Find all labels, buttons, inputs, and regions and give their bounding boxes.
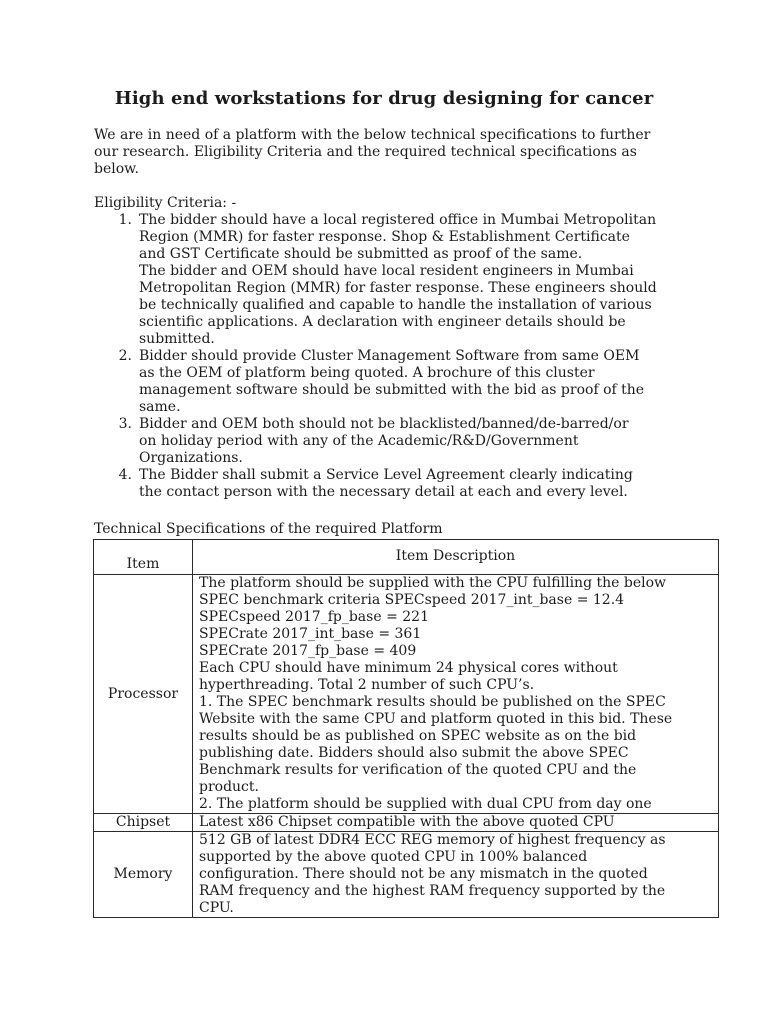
list-item-line: Bidder should provide Cluster Management Software from same OEM (139, 348, 640, 364)
list-item-text (139, 416, 676, 467)
intro-paragraph (94, 127, 676, 178)
description-line: SPECrate 2017_fp_base = 409 (199, 643, 417, 659)
description-line: SPECspeed 2017_fp_base = 221 (199, 609, 429, 625)
list-item-line: the contact person with the necessary detail at each and every level. (139, 484, 628, 500)
eligibility-heading: Eligibility Criteria: - (94, 195, 237, 211)
list-item-number: 3. (118, 416, 132, 432)
list-item-line: The bidder should have a local registered office in Mumbai Metropolitan (139, 212, 657, 228)
description-line: Benchmark results for verification of the quoted CPU and the (199, 762, 637, 778)
list-item-text (139, 348, 676, 416)
item-cell: Memory (94, 832, 193, 918)
intro-line: We are in need of a platform with the below technical specifications to further (94, 127, 651, 143)
list-item-line: Region (MMR) for faster response. Shop & Establishment Certificate (139, 229, 630, 245)
description-line: CPU. (199, 900, 234, 916)
description-line: product. (199, 779, 259, 795)
description-line: 2. The platform should be supplied with dual CPU from day one (199, 796, 652, 812)
item-cell: Chipset (94, 814, 193, 832)
list-item-line: Organizations. (139, 450, 243, 466)
list-item-line: The Bidder shall submit a Service Level Agreement clearly indicating (139, 467, 633, 483)
document-title: High end workstations for drug designing for cancer (114, 88, 654, 109)
description-line: 512 GB of latest DDR4 ECC REG memory of highest frequency as (199, 832, 666, 848)
item-cell: Processor (94, 575, 193, 814)
header-description: Item Description (193, 540, 719, 575)
description-line: 1. The SPEC benchmark results should be published on the SPEC (199, 694, 666, 710)
description-line: RAM frequency and the highest RAM frequency supported by the (199, 883, 666, 899)
description-line: hyperthreading. Total 2 number of such CPU’s. (199, 677, 535, 693)
list-item-line: be technically qualified and capable to handle the installation of various (139, 297, 652, 313)
list-item-line: scientific applications. A declaration with engineer details should be (139, 314, 626, 330)
description-line: publishing date. Bidders should also submit the above SPEC (199, 745, 629, 761)
description-line: Latest x86 Chipset compatible with the above quoted CPU (199, 814, 615, 830)
intro-line: below. (94, 161, 139, 177)
list-item-number: 1. (118, 212, 132, 228)
list-item (94, 212, 676, 348)
intro-line: our research. Eligibility Criteria and the required technical specifications as (94, 144, 637, 160)
header-item: Item (94, 540, 193, 575)
list-item-number: 2. (118, 348, 132, 364)
list-item-text (139, 212, 676, 348)
table-row (94, 814, 719, 832)
table-row (94, 575, 719, 814)
table-row (94, 832, 719, 918)
list-item-line: on holiday period with any of the Academic/R&D/Government (139, 433, 579, 449)
spec-table-body (94, 575, 719, 918)
table-header-row (94, 540, 719, 575)
list-item-text (139, 467, 676, 501)
description-line: SPECrate 2017_int_base = 361 (199, 626, 422, 642)
list-item-line: submitted. (139, 331, 215, 347)
description-line: Each CPU should have minimum 24 physical cores without (199, 660, 618, 676)
list-item-line: and GST Certificate should be submitted as proof of the same. (139, 246, 583, 262)
list-item-line: The bidder and OEM should have local resident engineers in Mumbai (139, 263, 634, 279)
eligibility-list (94, 212, 676, 501)
description-cell (193, 575, 719, 814)
description-cell (193, 814, 719, 832)
description-line: Website with the same CPU and platform quoted in this bid. These (199, 711, 673, 727)
description-line: SPEC benchmark criteria SPECspeed 2017_int_base = 12.4 (199, 592, 625, 608)
spec-heading: Technical Specifications of the required Platform (94, 521, 443, 537)
list-item-number: 4. (118, 467, 132, 483)
spec-table (93, 539, 719, 918)
list-item (94, 416, 676, 467)
description-line: supported by the above quoted CPU in 100% balanced (199, 849, 588, 865)
list-item (94, 467, 676, 501)
list-item-line: Metropolitan Region (MMR) for faster response. These engineers should (139, 280, 657, 296)
description-line: configuration. There should not be any mismatch in the quoted (199, 866, 648, 882)
description-line: The platform should be supplied with the CPU fulfilling the below (199, 575, 666, 591)
list-item-line: same. (139, 399, 181, 415)
description-line: results should be as published on SPEC website as on the bid (199, 728, 637, 744)
description-cell (193, 832, 719, 918)
list-item-line: management software should be submitted with the bid as proof of the (139, 382, 645, 398)
list-item-line: Bidder and OEM both should not be blacklisted/banned/de-barred/or (139, 416, 629, 432)
list-item-line: as the OEM of platform being quoted. A brochure of this cluster (139, 365, 595, 381)
list-item (94, 348, 676, 416)
